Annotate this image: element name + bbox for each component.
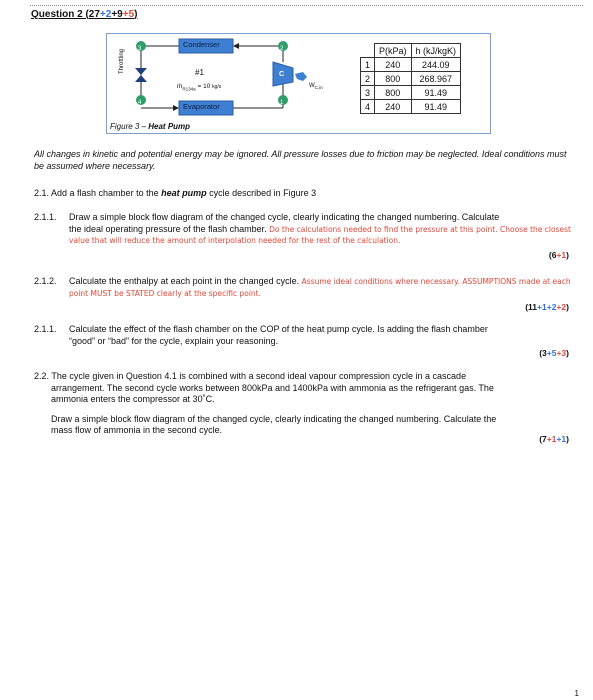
header-rule xyxy=(30,5,583,6)
evaporator-label: Evaporator xyxy=(183,102,220,111)
question-2-1: 2.1. Add a flash chamber to the heat pump cycle described in Figure 3 xyxy=(34,188,317,198)
question-2-1-1-number: 2.1.1. xyxy=(34,212,57,222)
table-header-row: P(kPa) h (kJ/kgK) xyxy=(361,44,461,58)
throttling-valve xyxy=(135,68,147,75)
work-input-label: $W_{C,in}$ xyxy=(309,83,323,91)
page-number: 1 xyxy=(574,689,579,698)
compressor-label: C xyxy=(279,71,285,78)
unit-id: #1 xyxy=(195,68,204,77)
question-2-1-3-text: Calculate the effect of the flash chamber on the COP of the heat pump cycle. Is adding the flash chamber “good” or “bad” for the cycle, explain your reasoning. xyxy=(69,324,488,346)
property-table xyxy=(360,43,461,114)
marks-2-2: (7+1+1) xyxy=(539,434,569,444)
throttling-label: Throttling xyxy=(119,48,125,74)
question-title: Question 2 (27+2+9+5) xyxy=(31,9,138,20)
marks-2-1-3: (3+5+3) xyxy=(539,348,569,358)
marks-2-1-1: (6+1) xyxy=(548,250,569,260)
question-2-1-2-number: 2.1.2. xyxy=(34,276,57,286)
assumptions-note: All changes in kinetic and potential energy may be ignored. All pressure losses due to friction may be neglected. Ideal conditions must be assumed where necessary. xyxy=(34,149,567,171)
marks-2-1-2: (11+1+2+2) xyxy=(525,302,569,312)
heat-pump-diagram xyxy=(107,34,357,118)
mass-flow-label: ṁ$_{R134a}$ = 10 kg/s xyxy=(177,83,222,92)
question-2-1-1-text: Draw a simple block flow diagram of the changed cycle, clearly indicating the changed numbering. Calculate the ideal operating pressure of the flash chamber. Do the calculations needed to find the pressure at this point. Choose the closest value that will reduce the amount of interpolation needed for the rest of the calculation. xyxy=(69,212,571,245)
question-2-2: 2.2. The cycle given in Question 4.1 is combined with a second ideal vapour compression cycle in a cascade arrangement. The second cycle works between 800kPa and 1400kPa with ammonia as the refrigerant gas. The ammonia enters the compressor at 30˚C. Draw a simple block flow diagram of the changed cycle, clearly indicating the changed numbering. Calculate the mass flow of ammonia in the second cycle. xyxy=(34,371,497,435)
table-row: 2 800 268.967 xyxy=(361,72,461,86)
figure-heat-pump: 3 2 1 4 Condenser Evaporator C $W_{C,in}$ Throttling #1 ṁ$_{R134a}$ = 10 kg/s P(kPa) h (kJ/kgK) 1 240 244.09 2 800 268.967 3 800 91.49 4 240 91.49 Figure 3 – Heat Pump xyxy=(106,33,491,134)
table-row: 4 240 91.49 xyxy=(361,100,461,114)
condenser-label: Condenser xyxy=(183,40,220,49)
table-row: 3 800 91.49 xyxy=(361,86,461,100)
table-row: 1 240 244.09 xyxy=(361,58,461,72)
question-2-1-2-text: Calculate the enthalpy at each point in the changed cycle. Assume ideal conditions where necessary. ASSUMPTIONS made at each point MUST be STATED clearly at the specific point. xyxy=(69,276,571,298)
figure-caption: Figure 3 – Heat Pump xyxy=(110,122,191,131)
question-2-1-3-number: 2.1.1. xyxy=(34,324,57,334)
